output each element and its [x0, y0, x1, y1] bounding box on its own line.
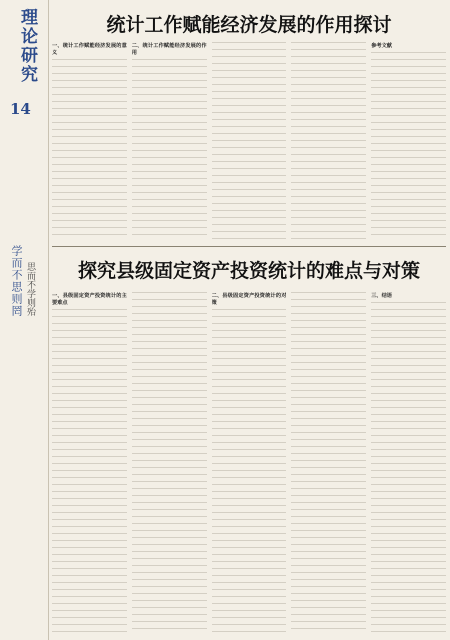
article-headline: 统计工作赋能经济发展的作用探讨: [106, 14, 392, 36]
motto-alt: 思而不学则殆: [25, 262, 35, 316]
text-lines: [212, 309, 287, 634]
text-lines: [291, 42, 366, 241]
text-column: [371, 290, 446, 634]
article-statistics-economy: [52, 0, 446, 245]
text-column: [212, 40, 287, 241]
text-column: [291, 40, 366, 241]
page-number: 14: [10, 100, 31, 118]
article-columns: [52, 290, 446, 634]
article-headline: 探究县级固定资产投资统计的难点与对策: [77, 260, 420, 282]
text-column: [52, 40, 127, 241]
text-lines: [132, 292, 207, 634]
text-lines: [212, 42, 287, 241]
text-column: [132, 40, 207, 241]
section-label: 理论研究: [17, 8, 37, 84]
text-lines: [52, 309, 127, 634]
article-divider: [52, 246, 446, 247]
text-lines: [52, 59, 127, 241]
motto: 学而不思则罔: [10, 245, 23, 317]
text-column: [212, 290, 287, 634]
section-subhead: 二、统计工作赋能经济发展的作用: [131, 43, 207, 57]
text-lines: [371, 302, 446, 634]
text-lines: [132, 59, 207, 241]
text-column: [291, 290, 366, 634]
section-subhead: 参考文献: [371, 43, 392, 49]
text-column: [52, 290, 127, 634]
text-column: [132, 290, 207, 634]
section-subhead: 一、统计工作赋能经济发展的意义: [52, 43, 127, 57]
article-columns: [52, 40, 446, 241]
article-investment-statistics: [52, 250, 446, 638]
text-lines: [371, 52, 446, 241]
text-lines: [291, 292, 366, 634]
section-subhead: 二、县级固定资产投资统计的对策: [211, 293, 287, 307]
text-column: [371, 40, 446, 241]
section-subhead: 三、结语: [371, 293, 392, 299]
sidebar: [0, 0, 49, 640]
section-subhead: 一、县级固定资产投资统计的主要难点: [52, 293, 127, 307]
